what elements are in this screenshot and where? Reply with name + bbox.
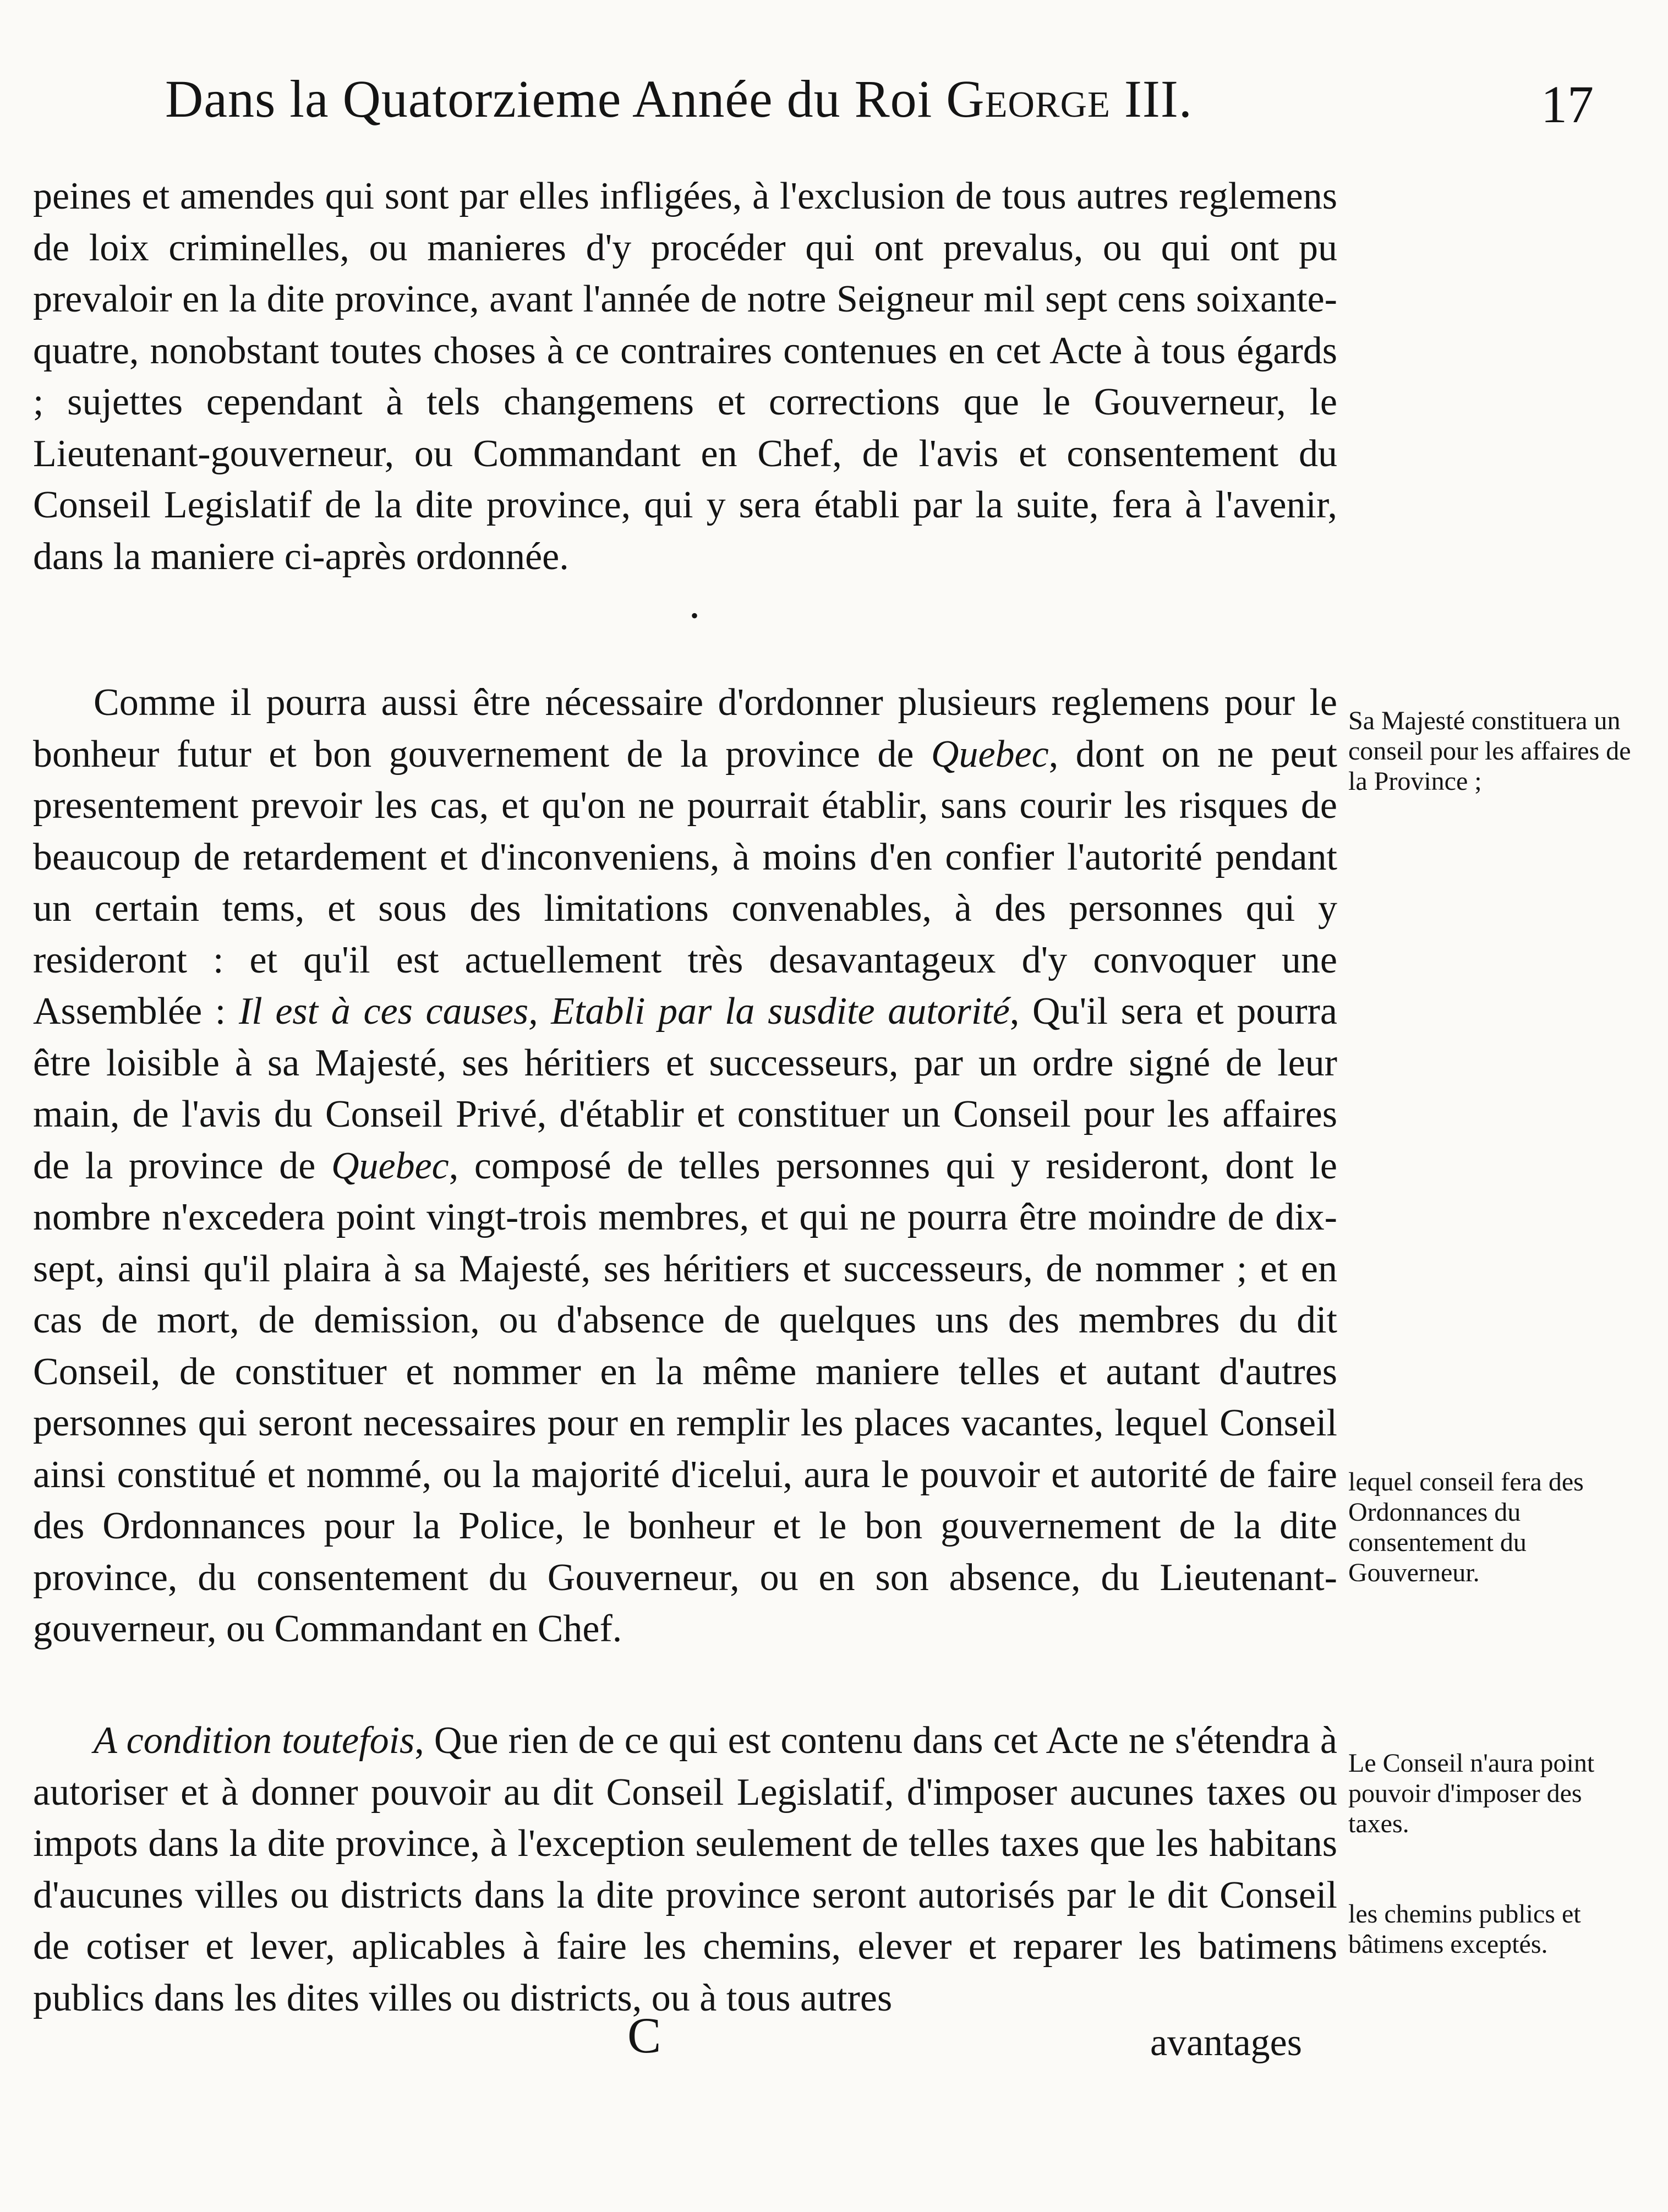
margin-note-taxes: Le Conseil n'aura point pouvoir d'imposer des taxes.: [1348, 1749, 1595, 1838]
p2-part-2: , dont on ne peut presentement prevoir les cas, et qu'on ne pourrait établir, sans courir les risques de beaucoup de retardement et d'inconveniens, à moins d'en confier l'autorité pendant un certain tems, et sous des limitations convenables, à des personnes qui y resideront : et qu'il est actuellement très desavantageux d'y convoquer une Assemblée :: [33, 733, 1337, 1033]
p2-part-3: , Qu'il sera et pourra être loisible à sa Majesté, ses héritiers et successeurs, par un ordre signé de leur main, de l'avis du Conseil Privé, d'établir et constituer un Conseil pour les affaires de la province de: [33, 990, 1338, 1187]
catchword: avantages: [1150, 2022, 1302, 2064]
ink-marker: •: [691, 603, 699, 628]
page-number: 17: [1541, 75, 1594, 134]
running-header: [165, 66, 1541, 132]
title-king: George: [946, 69, 1111, 128]
title-suffix: III.: [1110, 69, 1193, 128]
p2-quebec-2: Quebec: [331, 1144, 449, 1187]
paragraph-3-text: [33, 1715, 1337, 2024]
body-paragraph-3: [33, 1715, 1337, 2024]
p2-part-1: Comme il pourra aussi être nécessaire d'ordonner plusieurs reglemens pour le bonheur futur et bon gouvernement de la province de: [33, 681, 1337, 775]
margin-note-roads: les chemins publics et bâtimens exceptés.: [1348, 1899, 1581, 1959]
body-paragraph-1: [33, 171, 1337, 582]
signature-mark: C: [627, 2007, 661, 2063]
p3-rest: , Que rien de ce qui est contenu dans cet Acte ne s'étendra à autoriser et à donner pouvoir au dit Conseil Legislatif, d'imposer aucunes taxes ou impots dans la dite province, à l'exception seulement de telles taxes que les habitans d'aucunes villes ou districts dans la dite province seront autorisés par le dit Conseil de cotiser et lever, aplicables à faire les chemins, elever et reparer les batimens publics dans les dites villes ou districts, ou à tous autres: [33, 1719, 1337, 2019]
title-prefix: Dans la Quatorzieme Année du Roi: [165, 69, 947, 128]
p2-quebec-1: Quebec: [931, 733, 1049, 775]
p2-enacting-clause: Il est à ces causes, Etabli par la susdite autorité: [238, 990, 1010, 1033]
paragraph-2-text: [33, 677, 1337, 1655]
margin-note-council: Sa Majesté constituera un conseil pour les affaires de la Province ;: [1348, 706, 1631, 796]
p2-part-4: , composé de telles personnes qui y resideront, dont le nombre n'excedera point vingt-trois membres, et qui ne pourra être moindre de dix-sept, ainsi qu'il plaira à sa Majesté, ses héritiers et successeurs, de nommer ; et en cas de mort, de demission, ou d'absence de quelques uns des membres du dit Conseil, de constituer et nommer en la même maniere telles et autant d'autres personnes qui seront necessaires pour en remplir les places vacantes, lequel Conseil ainsi constitué et nommé, ou la majorité d'icelui, aura le pouvoir et autorité de faire des Ordonnances pour la Police, le bonheur et le bon gouvernement de la dite province, du consentement du Gouverneur, ou en son absence, du Lieutenant-gouverneur, ou Commandant en Chef.: [33, 1144, 1337, 1650]
margin-note-ordinances: lequel conseil fera des Ordonnances du consentement du Gouverneur.: [1348, 1467, 1584, 1587]
paragraph-1-text: peines et amendes qui sont par elles infligées, à l'exclusion de tous autres reglemens de loix criminelles, ou manieres d'y procéder qui ont prevalus, ou qui ont pu prevaloir en la dite province, avant l'année de notre Seigneur mil sept cens soixante-quatre, nonobstant toutes choses à ce contraires contenues en cet Acte à tous égards ; sujettes cependant à tels changemens et corrections que le Gouverneur, le Lieutenant-gouverneur, ou Commandant en Chef, de l'avis et consentement du Conseil Legislatif de la dite province, qui y sera établi par la suite, fera à l'avenir, dans la maniere ci-après ordonnée.: [33, 175, 1337, 578]
running-title: [165, 69, 1193, 128]
p3-proviso: A condition toutefois: [94, 1719, 415, 1762]
body-paragraph-2: [33, 677, 1337, 1655]
